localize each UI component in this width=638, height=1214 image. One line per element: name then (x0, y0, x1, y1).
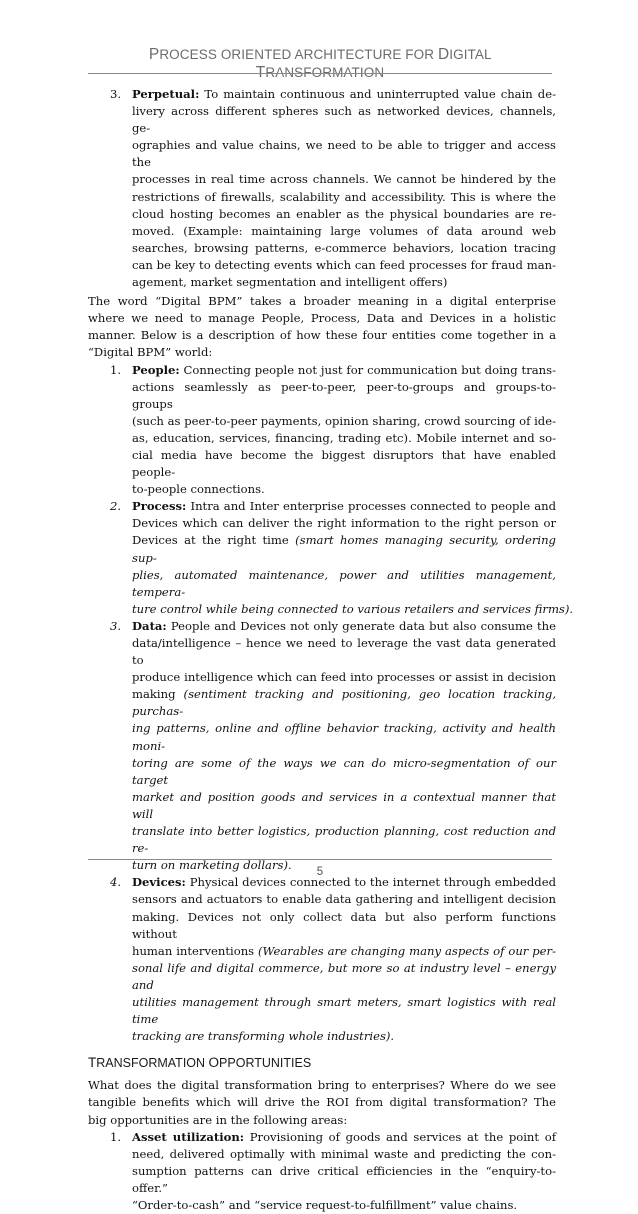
document-body (88, 86, 574, 1214)
term-label: Perpetual: (132, 87, 200, 101)
page-number: 5 (316, 866, 324, 878)
opportunity-list (88, 1129, 556, 1214)
section-heading: TRANSFORMATION OPPORTUNITIES (88, 1055, 312, 1071)
list-item-perpetual: 3. Perpetual: To maintain continuous and uninterrupted value chain de- livery across different spheres such as networked devices, channels, ge- ographies and value chains, we need to be able to trigger and access the processes in real time across channels. We cannot be hindered by the restrictions of firewalls, scalability and accessibility. This is where the cloud hosting becomes an enabler as the physical boundaries are re- moved. (Example: maintaining large volumes of data around web searches, browsing patterns, e-commerce behaviors, location tracing can be key to detecting events which can feed processes for fraud man- agement, market segmentation and intelligent offers) (110, 87, 556, 290)
list-item-data: 3. Data: People and Devices not only generate data but also consume the data/intelligence – hence we need to leverage the vast data generated to produce intelligence which can feed into processes or assist in decision making (sentiment tracking and positioning, geo location tracking, purchas- ing patterns, online and offline behavior tracking, activity and health moni- toring are some of the ways we can do micro-segmentation of our target market and position goods and services in a contextual manner that will translate into better logistics, production planning, cost reduction and re- turn on marketing dollars). (110, 618, 557, 873)
list-item-devices: 4. Devices: Physical devices connected to the internet through embedded sensors and actuators to enable data gathering and intelligent decision making. Devices not only collect data but also perform functions without human interventions (Wearables are changing many aspects of our per- sonal life and digital commerce, but more so at industry level – energy and utilities management through smart meters, smart logistics with real time tracking are transforming whole industries). (110, 875, 556, 1044)
header-rule (88, 73, 552, 74)
perpetual-list (88, 86, 556, 291)
footer-rule (88, 859, 552, 860)
entity-list (88, 362, 574, 1046)
list-item-people: 1. People: Connecting people not just for communication but doing trans- actions seamlessly as peer-to-peer, peer-to-groups and groups-to-groups (such as peer-to-peer payments, opinion sharing, crowd sourcing of ide- as, education, services, financing, trading etc). Mobile internet and so- cial media have become the biggest disruptors that have enabled people- to-people connections. (110, 362, 556, 497)
intro-paragraph: The word “Digital BPM” takes a broader meaning in a digital enterprise where we need to manage People, Process, Data and Devices in a holistic manner. Below is a description of how these four entities come together in a “Digital BPM” world: (88, 294, 556, 360)
list-item-process: 2. Process: Intra and Inter enterprise processes connected to people and Devices which can deliver the right information to the right person or Devices at the right time (smart homes managing security, ordering sup- plies, automated maintenance, power and utilities management, tempera- ture control while being connected to various retailers and services firms). (110, 499, 574, 616)
list-number: 3. (110, 87, 122, 101)
running-header: PROCESS ORIENTED ARCHITECTURE FOR DIGITAL TRANSFORMATION (148, 46, 492, 81)
list-item-asset-utilization: 1. Asset utilization: Provisioning of goods and services at the point of need, delivered optimally with minimal waste and predicting the con- sumption patterns can drive critical efficiencies in the “enquiry-to-offer.” “Order-to-cash” and “service request-to-fulfillment” value chains. (110, 1129, 556, 1212)
section-intro-paragraph: What does the digital transformation bring to enterprises? Where do we see tangible benefits which will drive the ROI from digital transformation? The big opportunities are in the following areas: (88, 1078, 556, 1127)
